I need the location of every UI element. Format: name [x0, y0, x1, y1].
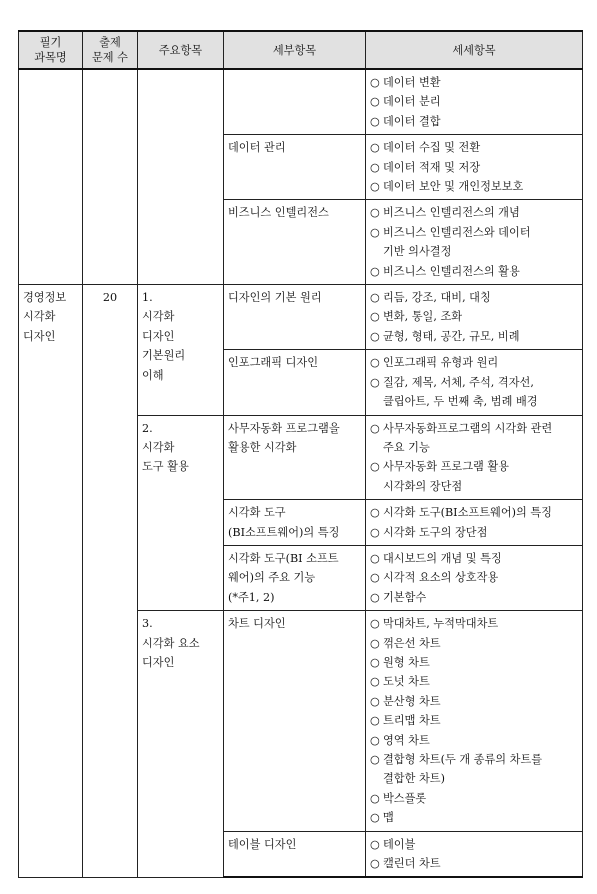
- list-item: ○ 분산형 차트: [370, 692, 578, 711]
- main-item-3: [138, 611, 224, 878]
- list-item: ○ 박스플롯: [370, 789, 578, 808]
- list-item: ○ 결합형 차트(두 개 종류의 차트를 결합한 차트): [370, 750, 578, 789]
- detail-cell: [366, 611, 583, 831]
- bullet-icon: ○: [370, 114, 380, 128]
- bullet-icon: ○: [370, 310, 380, 324]
- list-item: ○ 질감, 제목, 서체, 주석, 격자선, 클립아트, 두 번째 축, 범례 배경: [370, 373, 578, 412]
- list-item: ○ 변화, 통일, 조화: [370, 307, 578, 326]
- bullet-icon: ○: [370, 180, 380, 194]
- detail-list: [370, 203, 578, 281]
- detail-cell: [366, 415, 583, 500]
- bullet-icon: ○: [370, 837, 380, 851]
- list-item: ○ 시각화 도구의 장단점: [370, 523, 578, 542]
- list-item: ○ 트리맵 차트: [370, 711, 578, 730]
- list-item: ○ 인포그래픽 유형과 원리: [370, 353, 578, 372]
- bullet-icon: ○: [370, 329, 380, 343]
- list-item: ○ 원형 차트: [370, 653, 578, 672]
- bullet-icon: ○: [370, 791, 380, 805]
- bullet-icon: ○: [370, 675, 380, 689]
- list-item: ○ 데이터 결합: [370, 112, 578, 131]
- bullet-icon: ○: [370, 95, 380, 109]
- bullet-icon: ○: [370, 694, 380, 708]
- sub-item-cell: 인포그래픽 디자인: [224, 350, 366, 415]
- bullet-icon: ○: [370, 160, 380, 174]
- header-detail-item: 세세항목: [366, 31, 583, 69]
- detail-cell: [366, 500, 583, 546]
- main-item-number: 3.: [142, 617, 153, 631]
- bullet-icon: ○: [370, 590, 380, 604]
- header-subject: 필기 과목명: [19, 31, 83, 69]
- sub-item-cell: 사무자동화 프로그램을 활용한 시각화: [224, 415, 366, 500]
- bullet-icon: ○: [370, 551, 380, 565]
- main-item-number: 2.: [142, 421, 153, 435]
- bullet-icon: ○: [370, 421, 380, 435]
- sub-item-cell: 시각화 도구 (BI소프트웨어)의 특징: [224, 500, 366, 546]
- list-item: ○ 대시보드의 개념 및 특징: [370, 549, 578, 568]
- bullet-icon: ○: [370, 753, 380, 766]
- subject-cell-empty: [19, 69, 83, 285]
- list-item: ○ 캘린더 차트: [370, 854, 578, 873]
- detail-list: [370, 353, 578, 411]
- sub-item-cell: 차트 디자인: [224, 611, 366, 831]
- detail-list: [370, 73, 578, 131]
- header-question-count: 출제 문제 수: [83, 31, 138, 69]
- detail-list: [370, 138, 578, 196]
- sub-item-cell: 테이블 디자인: [224, 831, 366, 877]
- detail-list: [370, 835, 578, 874]
- bullet-icon: ○: [370, 525, 380, 539]
- main-item-title: 시각화 도구 활용: [142, 440, 189, 474]
- list-item: ○ 꺾은선 차트: [370, 634, 578, 653]
- table-row: [19, 69, 583, 135]
- detail-cell: [366, 69, 583, 135]
- count-cell-empty: [83, 69, 138, 285]
- list-item: ○ 데이터 변환: [370, 73, 578, 92]
- detail-list: [370, 614, 578, 827]
- detail-cell: [366, 350, 583, 415]
- list-item: ○ 사무자동화 프로그램 활용 시각화의 장단점: [370, 457, 578, 496]
- main-item-title: 시각화 디자인 기본원리 이해: [142, 310, 186, 382]
- detail-cell: [366, 200, 583, 285]
- sub-item-cell: 디자인의 기본 원리: [224, 285, 366, 350]
- bullet-icon: ○: [370, 655, 380, 669]
- list-item: ○ 영역 차트: [370, 731, 578, 750]
- bullet-icon: ○: [370, 264, 380, 278]
- detail-list: [370, 549, 578, 607]
- list-item: ○ 균형, 형태, 공간, 규모, 비례: [370, 327, 578, 346]
- bullet-icon: ○: [370, 375, 380, 389]
- bullet-icon: ○: [370, 291, 380, 305]
- list-item: ○ 막대차트, 누적막대차트: [370, 614, 578, 633]
- list-item: ○ 맵: [370, 808, 578, 827]
- detail-cell: [366, 545, 583, 610]
- main-item-number: 1.: [142, 291, 153, 305]
- list-item: ○ 기본함수: [370, 588, 578, 607]
- list-item: ○ 시각적 요소의 상호작용: [370, 568, 578, 587]
- bullet-icon: ○: [370, 460, 380, 474]
- bullet-icon: ○: [370, 636, 380, 650]
- list-item: ○ 리듬, 강조, 대비, 대칭: [370, 288, 578, 307]
- main-item-1: [138, 285, 224, 415]
- sub-item-cell: 시각화 도구(BI 소프트 웨어)의 주요 기능 (*주1, 2): [224, 545, 366, 610]
- list-item: ○ 데이터 적재 및 저장: [370, 158, 578, 177]
- bullet-icon: ○: [370, 617, 380, 631]
- main-item-title: 시각화 요소 디자인: [142, 636, 200, 669]
- sub-item-cell-empty: [224, 69, 366, 135]
- bullet-icon: ○: [370, 733, 380, 747]
- list-item: ○ 비즈니스 인텔리전스의 개념: [370, 203, 578, 222]
- bullet-icon: ○: [370, 571, 380, 585]
- bullet-icon: ○: [370, 857, 380, 871]
- bullet-icon: ○: [370, 206, 380, 220]
- header-main-item: 주요항목: [138, 31, 224, 69]
- detail-list: [370, 503, 578, 542]
- header-row: [19, 31, 583, 69]
- detail-list: [370, 419, 578, 497]
- question-count: 20: [83, 285, 138, 878]
- sub-item-cell: 비즈니스 인텔리전스: [224, 200, 366, 285]
- list-item: ○ 비즈니스 인텔리전스와 데이터 기반 의사결정: [370, 223, 578, 262]
- bullet-icon: ○: [370, 506, 380, 520]
- header-sub-item: 세부항목: [224, 31, 366, 69]
- bullet-icon: ○: [370, 141, 380, 155]
- detail-cell: [366, 285, 583, 350]
- exam-criteria-table: [18, 30, 583, 878]
- bullet-icon: ○: [370, 714, 380, 728]
- list-item: ○ 사무자동화프로그램의 시각화 관련 주요 기능: [370, 419, 578, 458]
- main-item-2: [138, 415, 224, 611]
- bullet-icon: ○: [370, 76, 380, 89]
- list-item: ○ 데이터 분리: [370, 92, 578, 111]
- bullet-icon: ○: [370, 811, 380, 825]
- bullet-icon: ○: [370, 225, 380, 239]
- table-row: [19, 285, 583, 350]
- subject-name: 경영정보 시각화 디자인: [19, 285, 83, 878]
- main-item-cell-empty: [138, 69, 224, 285]
- list-item: ○ 시각화 도구(BI소프트웨어)의 특징: [370, 503, 578, 522]
- list-item: ○ 비즈니스 인텔리전스의 활용: [370, 262, 578, 281]
- detail-list: [370, 288, 578, 346]
- sub-item-cell: 데이터 관리: [224, 135, 366, 200]
- list-item: ○ 테이블: [370, 835, 578, 854]
- detail-cell: [366, 831, 583, 877]
- list-item: ○ 도넛 차트: [370, 672, 578, 691]
- bullet-icon: ○: [370, 356, 380, 370]
- list-item: ○ 데이터 보안 및 개인정보보호: [370, 177, 578, 196]
- list-item: ○ 데이터 수집 및 전환: [370, 138, 578, 157]
- detail-cell: [366, 135, 583, 200]
